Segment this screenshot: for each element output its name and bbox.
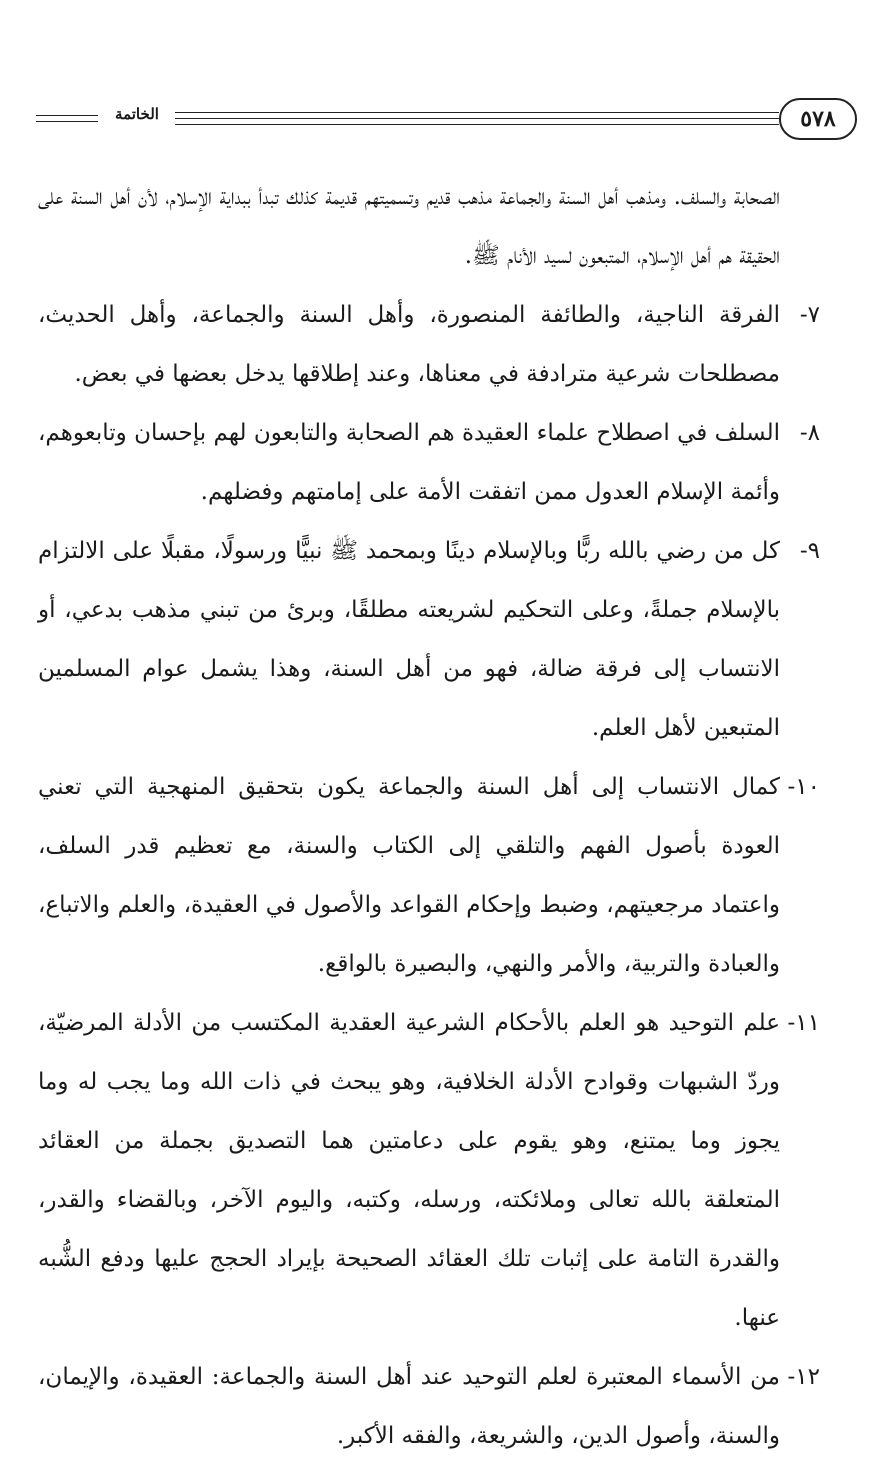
body-text (38, 168, 820, 1466)
item-text: الفرقة الناجية، والطائفة المنصورة، وأهل السنة والجماعة، وأهل الحديث، مصطلحات شرعية مترادفة في معناها، وعند إطلاقها يدخل بعضها في بعض. (38, 302, 780, 387)
list-item (38, 286, 820, 404)
item-text: كمال الانتساب إلى أهل السنة والجماعة يكون بتحقيق المنهجية التي تعني العودة بأصول الفهم والتلقي إلى الكتاب والسنة، مع تعظيم قدر السلف، واعتماد مرجعيتهم، وضبط وإحكام القواعد والأصول في العقيدة، والعلم والاتباع، والعبادة والتربية، والأمر والنهي، والبصيرة بالواقع. (38, 774, 780, 977)
header-rule (175, 124, 779, 125)
item-text: من الأسماء المعتبرة لعلم التوحيد عند أهل السنة والجماعة: العقيدة، والإيمان، والسنة، وأصول الدين، والشريعة، والفقه الأكبر. (38, 1364, 780, 1449)
item-text: السلف في اصطلاح علماء العقيدة هم الصحابة والتابعون لهم بإحسان وتابعوهم، وأئمة الإسلام العدول ممن اتفقت الأمة على إمامتهم وفضلهم. (38, 420, 780, 505)
item-number: ٧- (799, 302, 820, 328)
list-item (38, 404, 820, 522)
header-rule (36, 115, 98, 116)
item-number: ١٠- (787, 774, 820, 800)
header-rule (175, 112, 779, 113)
item-number: ١١- (787, 1010, 820, 1036)
list-item (38, 1348, 820, 1466)
item-text: كل من رضي بالله ربًّا وبالإسلام دينًا وبمحمد ﷺ نبيًّا ورسولًا، مقبلًا على الالتزام بالإسلام جملةً، وعلى التحكيم لشريعته مطلقًا، وبرئ من تبني مذهب بدعي، أو الانتساب إلى فرقة ضالة، فهو من أهل السنة، وهذا يشمل عوام المسلمين المتبعين لأهل العلم. (38, 538, 780, 741)
chapter-title: الخاتمة (115, 105, 159, 123)
item-text: علم التوحيد هو العلم بالأحكام الشرعية العقدية المكتسب من الأدلة المرضيّة، وردّ الشبهات وقوادح الأدلة الخلافية، وهو يبحث في ذات الله وما يجب له وما يجوز وما يمتنع، وهو يقوم على دعامتين هما التصديق بجملة من العقائد المتعلقة بالله تعالى وملائكته، ورسله، وكتبه، واليوم الآخر، وبالقضاء والقدر، والقدرة التامة على إثبات تلك العقائد الصحيحة بإيراد الحجج عليها ودفع الشُّبه عنها. (38, 1010, 780, 1331)
item-number: ٨- (799, 420, 820, 446)
page-number: ٥٧٨ (779, 98, 857, 140)
item-number: ٩- (799, 538, 820, 564)
header-rule (175, 118, 779, 119)
intro-paragraph: الصحابة والسلف. ومذهب أهل السنة والجماعة مذهب قديم وتسميتهم قديمة كذلك تبدأ ببداية الإسلام، لأن أهل السنة على الحقيقة هم أهل الإسلام، المتبعون لسيد الأنام ﷺ. (38, 184, 780, 269)
item-number: ١٢- (787, 1364, 820, 1390)
list-item (38, 522, 820, 758)
list-item (38, 758, 820, 994)
header-rule (36, 121, 98, 122)
list-item (38, 994, 820, 1348)
